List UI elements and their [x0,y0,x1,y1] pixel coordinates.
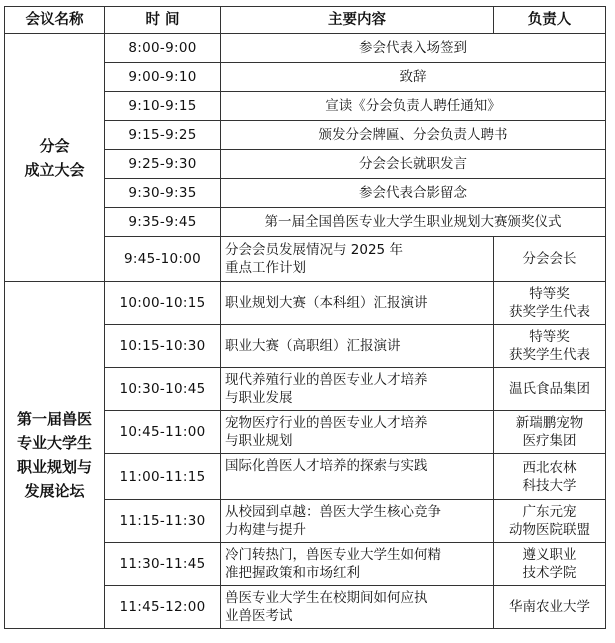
content-cell: 分会会长就职发言 [221,150,606,179]
time-cell: 11:45-12:00 [105,586,221,629]
session-name [5,34,105,282]
content-line: 重点工作计划 [225,260,306,276]
responsible-line: 获奖学生代表 [509,347,590,363]
session-name-line: 第一届兽医 [16,410,92,428]
header-responsible: 负责人 [494,7,606,34]
responsible-cell [494,454,606,500]
time-cell: 10:45-11:00 [105,411,221,454]
time-cell: 11:30-11:45 [105,543,221,586]
content-line: 力构建与提升 [225,522,306,538]
content-line: 冷门转热门，兽医专业大学生如何精 [225,547,441,563]
time-cell: 8:00-9:00 [105,34,221,63]
responsible-line: 医疗集团 [522,433,577,449]
responsible-cell: 分会会长 [494,237,606,282]
time-cell: 9:25-9:30 [105,150,221,179]
content-cell: 第一届全国兽医专业大学生职业规划大赛颁奖仪式 [221,208,606,237]
content-cell: 参会代表入场签到 [221,34,606,63]
header-row [5,7,606,34]
content-cell: 致辞 [221,63,606,92]
content-cell [221,500,494,543]
agenda-table-wrapper [4,6,606,629]
content-cell [221,368,494,411]
responsible-cell [494,500,606,543]
responsible-line: 遵义职业 [522,547,577,563]
table-row [5,34,606,63]
session-name-line: 发展论坛 [24,482,85,500]
responsible-cell [494,543,606,586]
header-session: 会议名称 [5,7,105,34]
header-time: 时 间 [105,7,221,34]
table-row [5,282,606,325]
time-cell: 9:00-9:10 [105,63,221,92]
content-cell [221,586,494,629]
responsible-cell [494,411,606,454]
time-cell: 9:15-9:25 [105,121,221,150]
content-line: 与职业发展 [225,390,293,406]
time-cell: 10:30-10:45 [105,368,221,411]
time-cell: 9:10-9:15 [105,92,221,121]
responsible-line: 广东元宠 [522,504,577,520]
time-cell: 9:30-9:35 [105,179,221,208]
time-cell: 10:15-10:30 [105,325,221,368]
content-cell: 职业规划大赛（本科组）汇报演讲 [221,282,494,325]
agenda-table [4,6,606,629]
responsible-line: 动物医院联盟 [509,522,590,538]
content-line: 宠物医疗行业的兽医专业人才培养 [225,415,428,431]
content-cell: 职业大赛（高职组）汇报演讲 [221,325,494,368]
responsible-line: 特等奖 [529,286,570,302]
session-name-line: 专业大学生 [16,434,92,452]
time-cell: 11:15-11:30 [105,500,221,543]
responsible-line: 特等奖 [529,329,570,345]
content-line: 业兽医考试 [225,608,293,624]
content-cell [221,411,494,454]
time-cell: 10:00-10:15 [105,282,221,325]
content-cell [221,543,494,586]
content-cell: 宣读《分会负责人聘任通知》 [221,92,606,121]
session-name-line: 分会 [39,136,70,155]
content-line: 从校园到卓越：兽医大学生核心竞争 [225,504,441,520]
content-line: 准把握政策和市场红利 [225,565,360,581]
responsible-line: 获奖学生代表 [509,304,590,320]
header-content: 主要内容 [221,7,494,34]
responsible-cell: 华南农业大学 [494,586,606,629]
content-cell: 参会代表合影留念 [221,179,606,208]
responsible-cell [494,325,606,368]
session-name-line: 成立大会 [24,160,85,179]
responsible-line: 西北农林 [522,459,577,476]
content-line: 与职业规划 [225,433,293,449]
content-line: 分会会员发展情况与 2025 年 [225,242,403,258]
time-cell: 9:35-9:45 [105,208,221,237]
content-line: 兽医专业大学生在校期间如何应执 [225,590,428,606]
content-cell: 颁发分会牌匾、分会负责人聘书 [221,121,606,150]
time-cell: 9:45-10:00 [105,237,221,282]
content-cell: 国际化兽医人才培养的探索与实践 [221,454,494,500]
responsible-line: 技术学院 [522,565,577,581]
responsible-cell [494,282,606,325]
session-name [5,282,105,629]
responsible-line: 科技大学 [522,477,577,494]
content-cell [221,237,494,282]
session-name-line: 职业规划与 [16,458,92,476]
responsible-line: 新瑞鹏宠物 [515,415,584,431]
time-cell: 11:00-11:15 [105,454,221,500]
content-line: 现代养殖行业的兽医专业人才培养 [225,372,428,388]
responsible-cell: 温氏食品集团 [494,368,606,411]
